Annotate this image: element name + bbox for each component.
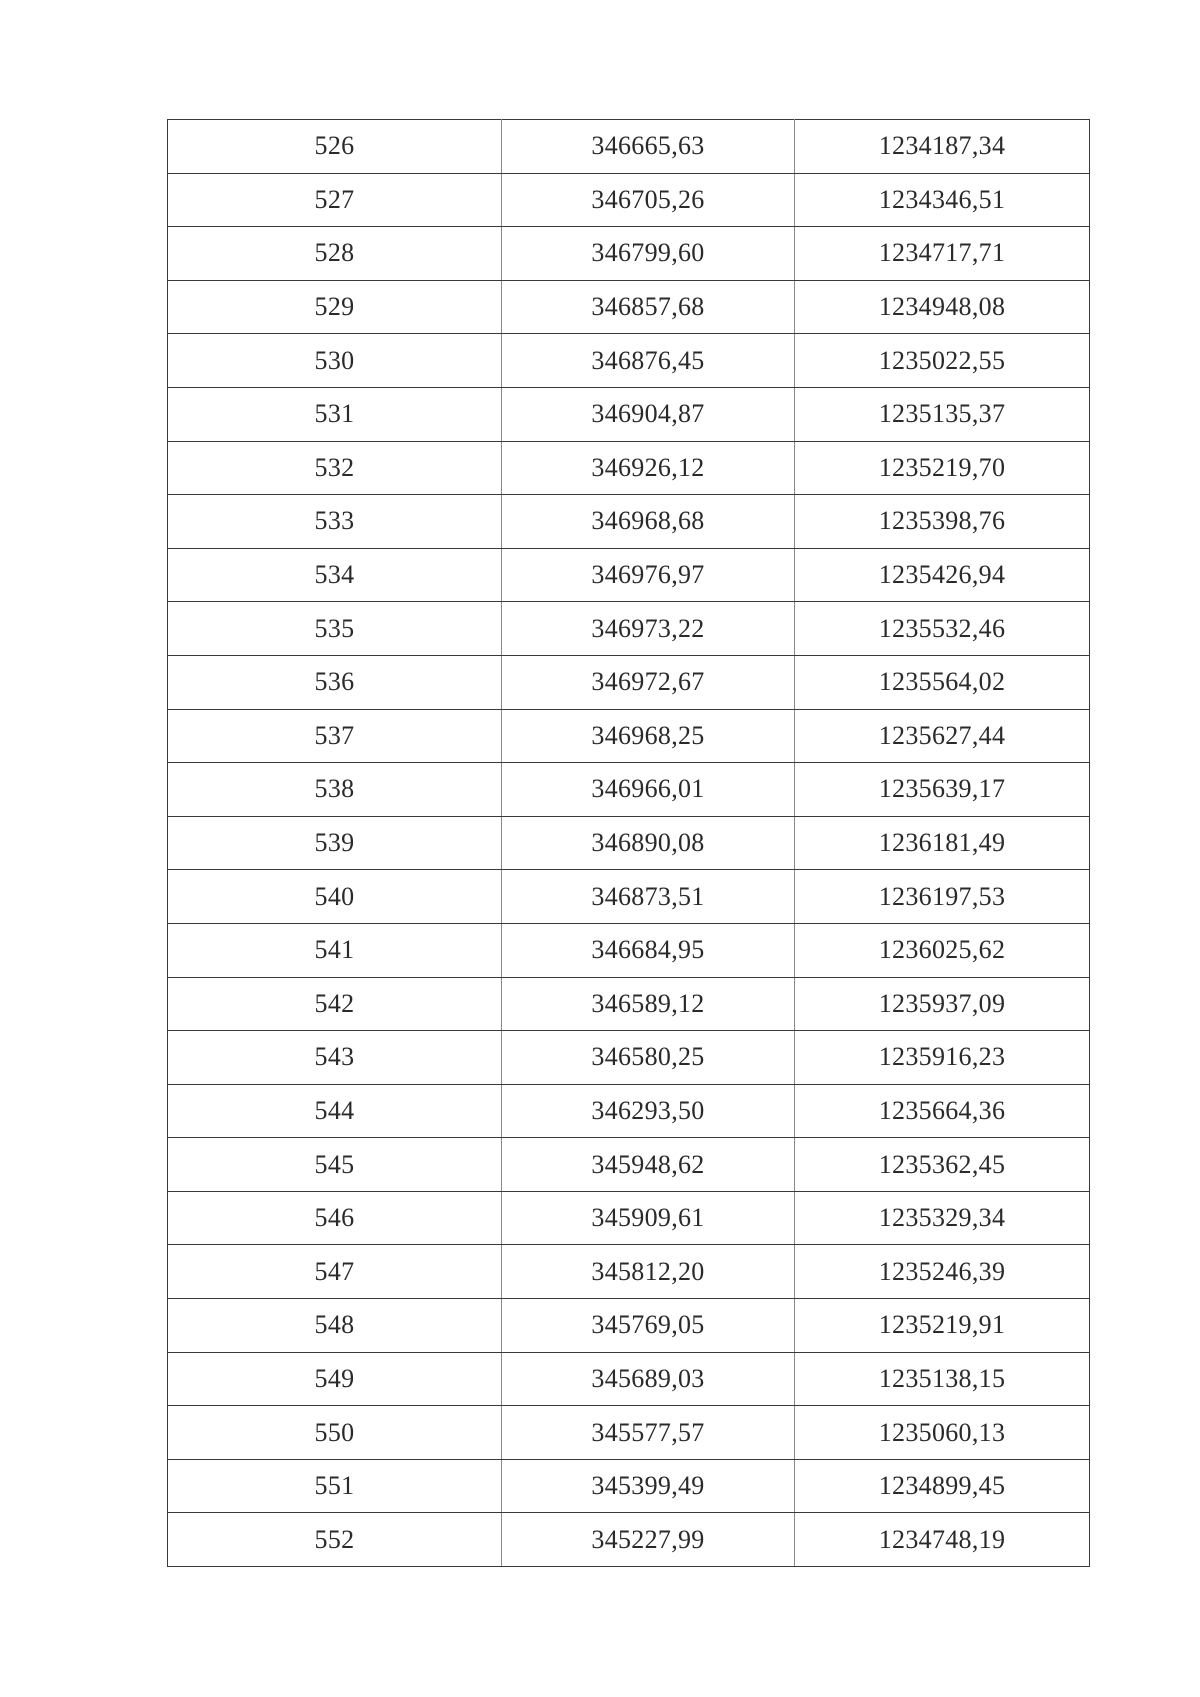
table-row <box>168 977 1090 1031</box>
y-coordinate-cell: 1235060,13 <box>795 1406 1090 1460</box>
x-coordinate-cell: 345948,62 <box>502 1138 795 1192</box>
point-number-cell: 532 <box>168 441 502 495</box>
table-row <box>168 655 1090 709</box>
table-row <box>168 709 1090 763</box>
point-number-cell: 552 <box>168 1513 502 1567</box>
x-coordinate-cell: 345399,49 <box>502 1459 795 1513</box>
y-coordinate-cell: 1235135,37 <box>795 387 1090 441</box>
table-row <box>168 1084 1090 1138</box>
table-row <box>168 227 1090 281</box>
y-coordinate-cell: 1235916,23 <box>795 1031 1090 1085</box>
coordinates-table-body <box>168 120 1090 1567</box>
x-coordinate-cell: 346976,97 <box>502 548 795 602</box>
point-number-cell: 537 <box>168 709 502 763</box>
x-coordinate-cell: 346293,50 <box>502 1084 795 1138</box>
x-coordinate-cell: 346968,25 <box>502 709 795 763</box>
y-coordinate-cell: 1235639,17 <box>795 763 1090 817</box>
point-number-cell: 542 <box>168 977 502 1031</box>
point-number-cell: 549 <box>168 1352 502 1406</box>
table-row <box>168 1245 1090 1299</box>
x-coordinate-cell: 346890,08 <box>502 816 795 870</box>
x-coordinate-cell: 346580,25 <box>502 1031 795 1085</box>
x-coordinate-cell: 346873,51 <box>502 870 795 924</box>
point-number-cell: 538 <box>168 763 502 817</box>
y-coordinate-cell: 1236025,62 <box>795 923 1090 977</box>
point-number-cell: 543 <box>168 1031 502 1085</box>
point-number-cell: 536 <box>168 655 502 709</box>
table-row <box>168 495 1090 549</box>
table-row <box>168 1031 1090 1085</box>
x-coordinate-cell: 345689,03 <box>502 1352 795 1406</box>
y-coordinate-cell: 1235426,94 <box>795 548 1090 602</box>
point-number-cell: 540 <box>168 870 502 924</box>
x-coordinate-cell: 345769,05 <box>502 1299 795 1353</box>
point-number-cell: 531 <box>168 387 502 441</box>
table-row <box>168 1191 1090 1245</box>
table-row <box>168 1406 1090 1460</box>
coordinates-table <box>167 119 1090 1567</box>
point-number-cell: 547 <box>168 1245 502 1299</box>
point-number-cell: 527 <box>168 173 502 227</box>
point-number-cell: 534 <box>168 548 502 602</box>
x-coordinate-cell: 345227,99 <box>502 1513 795 1567</box>
point-number-cell: 545 <box>168 1138 502 1192</box>
y-coordinate-cell: 1235022,55 <box>795 334 1090 388</box>
table-row <box>168 1459 1090 1513</box>
y-coordinate-cell: 1235362,45 <box>795 1138 1090 1192</box>
table-row <box>168 870 1090 924</box>
y-coordinate-cell: 1234948,08 <box>795 280 1090 334</box>
x-coordinate-cell: 346799,60 <box>502 227 795 281</box>
x-coordinate-cell: 346966,01 <box>502 763 795 817</box>
y-coordinate-cell: 1235564,02 <box>795 655 1090 709</box>
y-coordinate-cell: 1235329,34 <box>795 1191 1090 1245</box>
point-number-cell: 541 <box>168 923 502 977</box>
table-row <box>168 1299 1090 1353</box>
y-coordinate-cell: 1235398,76 <box>795 495 1090 549</box>
y-coordinate-cell: 1235664,36 <box>795 1084 1090 1138</box>
point-number-cell: 533 <box>168 495 502 549</box>
point-number-cell: 539 <box>168 816 502 870</box>
x-coordinate-cell: 346972,67 <box>502 655 795 709</box>
y-coordinate-cell: 1236181,49 <box>795 816 1090 870</box>
table-row <box>168 280 1090 334</box>
y-coordinate-cell: 1236197,53 <box>795 870 1090 924</box>
x-coordinate-cell: 346876,45 <box>502 334 795 388</box>
x-coordinate-cell: 345909,61 <box>502 1191 795 1245</box>
point-number-cell: 548 <box>168 1299 502 1353</box>
x-coordinate-cell: 346857,68 <box>502 280 795 334</box>
table-row <box>168 120 1090 174</box>
table-row <box>168 548 1090 602</box>
table-row <box>168 602 1090 656</box>
point-number-cell: 530 <box>168 334 502 388</box>
y-coordinate-cell: 1235219,70 <box>795 441 1090 495</box>
x-coordinate-cell: 345812,20 <box>502 1245 795 1299</box>
table-row <box>168 923 1090 977</box>
point-number-cell: 550 <box>168 1406 502 1460</box>
point-number-cell: 529 <box>168 280 502 334</box>
table-row <box>168 1352 1090 1406</box>
point-number-cell: 544 <box>168 1084 502 1138</box>
y-coordinate-cell: 1235627,44 <box>795 709 1090 763</box>
x-coordinate-cell: 346973,22 <box>502 602 795 656</box>
point-number-cell: 535 <box>168 602 502 656</box>
y-coordinate-cell: 1234187,34 <box>795 120 1090 174</box>
y-coordinate-cell: 1235246,39 <box>795 1245 1090 1299</box>
point-number-cell: 551 <box>168 1459 502 1513</box>
x-coordinate-cell: 346968,68 <box>502 495 795 549</box>
y-coordinate-cell: 1235937,09 <box>795 977 1090 1031</box>
y-coordinate-cell: 1234717,71 <box>795 227 1090 281</box>
point-number-cell: 546 <box>168 1191 502 1245</box>
x-coordinate-cell: 346684,95 <box>502 923 795 977</box>
table-row <box>168 387 1090 441</box>
table-row <box>168 441 1090 495</box>
y-coordinate-cell: 1235219,91 <box>795 1299 1090 1353</box>
y-coordinate-cell: 1234748,19 <box>795 1513 1090 1567</box>
table-row <box>168 173 1090 227</box>
y-coordinate-cell: 1235138,15 <box>795 1352 1090 1406</box>
table-row <box>168 334 1090 388</box>
x-coordinate-cell: 345577,57 <box>502 1406 795 1460</box>
point-number-cell: 528 <box>168 227 502 281</box>
y-coordinate-cell: 1235532,46 <box>795 602 1090 656</box>
x-coordinate-cell: 346904,87 <box>502 387 795 441</box>
table-row <box>168 1513 1090 1567</box>
point-number-cell: 526 <box>168 120 502 174</box>
table-row <box>168 816 1090 870</box>
x-coordinate-cell: 346926,12 <box>502 441 795 495</box>
y-coordinate-cell: 1234899,45 <box>795 1459 1090 1513</box>
y-coordinate-cell: 1234346,51 <box>795 173 1090 227</box>
x-coordinate-cell: 346705,26 <box>502 173 795 227</box>
x-coordinate-cell: 346589,12 <box>502 977 795 1031</box>
table-row <box>168 1138 1090 1192</box>
table-row <box>168 763 1090 817</box>
x-coordinate-cell: 346665,63 <box>502 120 795 174</box>
